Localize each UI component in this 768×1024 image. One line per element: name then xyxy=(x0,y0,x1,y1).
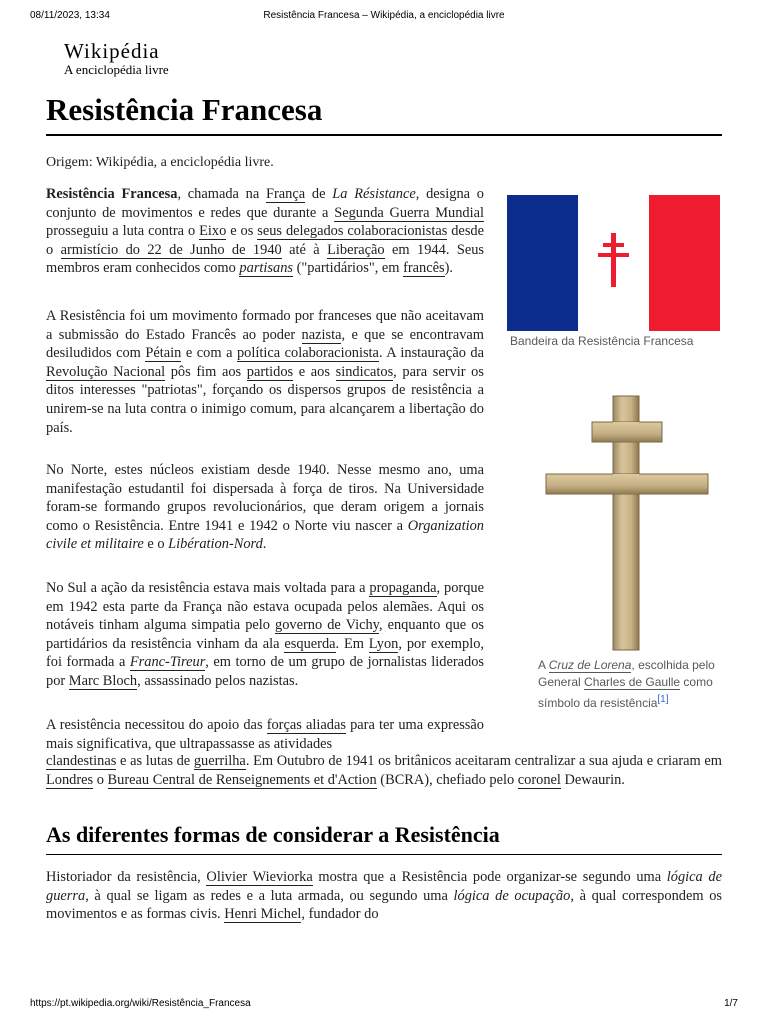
bold-term: Resistência Francesa xyxy=(46,186,178,202)
print-title: Resistência Francesa – Wikipédia, a enciclopédia livre xyxy=(263,10,505,21)
link-guerrilha[interactable]: guerrilha xyxy=(193,753,246,769)
link-henri-michel[interactable]: Henri Michel xyxy=(224,906,302,923)
link-forcas-aliadas[interactable]: forças aliadas xyxy=(266,717,346,733)
link-eixo[interactable]: Eixo xyxy=(199,223,227,240)
resistance-flag-image[interactable] xyxy=(507,195,720,331)
link-segunda-guerra[interactable]: Segunda Guerra Mundial xyxy=(334,204,485,221)
link-partidos[interactable]: partidos xyxy=(246,363,294,380)
link-partisans[interactable]: partisans xyxy=(239,260,294,277)
lorraine-cross-icon xyxy=(578,195,649,331)
link-charles-de-gaulle[interactable]: Charles de Gaulle xyxy=(584,675,681,689)
link-sindicatos[interactable]: sindicatos xyxy=(335,363,394,380)
logo-wordmark: Wikipédia xyxy=(64,39,160,63)
paragraph-intro: Resistência Francesa, chamada na França de La Résistance, designa o conjunto de movimentos e redes que durante a Segunda Guerra Mundial prosseguiu a luta contra o Eixo e os seus delegados colaboracionistas desde o armistício do 22 de Junho de 1940 até à Liberação em 1944. Seus membros eram conhecidos como partisans ("partidários", em francês). xyxy=(46,186,485,277)
page-title: Resistência Francesa xyxy=(46,92,323,127)
title-divider xyxy=(46,134,722,136)
paragraph-historiography: Historiador da resistência, Olivier Wieviorka mostra que a Resistência pode organizar-se segundo uma lógica de guerra, à qual se ligam as redes e a luta armada, ou segundo uma lógica de ocupação, à qual correspondem os movimentos e as formas civis. Henri Michel, fundador do xyxy=(46,869,722,923)
link-petain[interactable]: Pétain xyxy=(145,345,182,362)
section-divider xyxy=(46,854,722,855)
link-nazista[interactable]: nazista xyxy=(301,326,342,343)
cross-of-lorraine-image[interactable] xyxy=(540,392,720,654)
paragraph-movement: A Resistência foi um movimento formado por franceses que não aceitavam a submissão do Estado Francês ao poder nazista, e que se encontravam desiludidos com Pétain e com a política colaboracionista. A instauração da Revolução Nacional pôs fim aos partidos e aos sindicatos, para servir os ditos interesses "patriotas", forçando os dispersos grupos de resistência a unirem-se na luta contra o inimigo comum, para alcançarem a libertação do país. xyxy=(46,308,485,436)
link-propaganda[interactable]: propaganda xyxy=(369,580,437,596)
link-revolucao-nacional[interactable]: Revolução Nacional xyxy=(46,363,166,380)
link-politica-colaboracionista[interactable]: política colaboracionista xyxy=(236,345,379,362)
paragraph-allies-end: clandestinas e as lutas de guerrilha. Em Outubro de 1941 os britânicos aceitaram centralizar a sua ajuda e criaram em Londres o Bureau Central de Renseignements et d'Action (BCRA), chefiado pelo coronel Dewaurin. xyxy=(46,753,722,788)
paragraph-allies-start: A resistência necessitou do apoio das forças aliadas para ter uma expressão mais significativa, que ultrapassasse as atividades xyxy=(46,717,484,752)
link-franca[interactable]: França xyxy=(266,186,306,202)
link-marc-bloch[interactable]: Marc Bloch xyxy=(68,672,138,689)
link-franc-tireur[interactable]: Franc-Tireur xyxy=(129,654,206,671)
link-londres[interactable]: Londres xyxy=(46,771,94,788)
flag-white-band xyxy=(578,195,649,331)
link-liberacao[interactable]: Liberação xyxy=(327,241,385,258)
print-header xyxy=(30,10,738,24)
print-footer xyxy=(30,998,738,1012)
paragraph-north: No Norte, estes núcleos existiam desde 1940. Nesse mesmo ano, uma manifestação estudantil foi dispersada à força de tiros. Na Universidade foram-se formando grupos revolucionários, que deram origem a jornais como o Resistência. Entre 1941 e 1942 o Norte viu nascer a Organization civile et militaire e o Libération-Nord. xyxy=(46,462,484,553)
logo-tagline: A enciclopédia livre xyxy=(64,62,169,77)
caption-resistencia: resistência xyxy=(600,696,658,710)
cross-caption: A Cruz de Lorena, escolhida pelo General Charles de Gaulle como símbolo da resistência[1] xyxy=(538,658,715,710)
link-bcra[interactable]: Bureau Central de Renseignements et d'Action xyxy=(107,771,377,788)
wikipedia-logo[interactable] xyxy=(64,40,169,78)
section-heading: As diferentes formas de considerar a Resistência xyxy=(46,822,500,847)
link-delegados[interactable]: seus delegados colaboracionistas xyxy=(257,223,448,240)
link-clandestinas[interactable]: clandestinas xyxy=(46,753,117,769)
print-url: https://pt.wikipedia.org/wiki/Resistência_Francesa xyxy=(30,998,251,1009)
link-governo-vichy[interactable]: governo de Vichy xyxy=(275,617,379,634)
flag-caption: Bandeira da Resistência Francesa xyxy=(510,334,694,348)
reference-link[interactable]: [1] xyxy=(657,694,669,705)
link-lyon[interactable]: Lyon xyxy=(368,635,399,652)
origin-line: Origem: Wikipédia, a enciclopédia livre. xyxy=(46,155,274,170)
print-datetime: 08/11/2023, 13:34 xyxy=(30,10,110,21)
paragraph-south: No Sul a ação da resistência estava mais voltada para a propaganda, porque em 1942 esta parte da França não estava ocupada pelos alemães. Aqui os notáveis tinham alguma simpatia pelo governo de Vichy, enquanto que os partidários da resistência vinham da ala esquerda. Em Lyon, por exemplo, foi formada a Franc-Tireur, em torno de um grupo de jornalistas liderados por Marc Bloch, assassinado pelos nazistas. xyxy=(46,580,485,689)
link-frances[interactable]: francês xyxy=(403,260,445,277)
flag-red-band xyxy=(649,195,720,331)
link-esquerda[interactable]: esquerda xyxy=(284,635,336,652)
flag-blue-band xyxy=(507,195,578,331)
link-armisticio[interactable]: armistício do 22 de Junho de 1940 xyxy=(60,241,282,258)
print-page-number: 1/7 xyxy=(724,998,738,1009)
link-olivier-wieviorka[interactable]: Olivier Wieviorka xyxy=(206,869,313,885)
link-coronel[interactable]: coronel xyxy=(517,771,561,788)
link-cruz-de-lorena[interactable]: Cruz de Lorena xyxy=(548,658,632,672)
